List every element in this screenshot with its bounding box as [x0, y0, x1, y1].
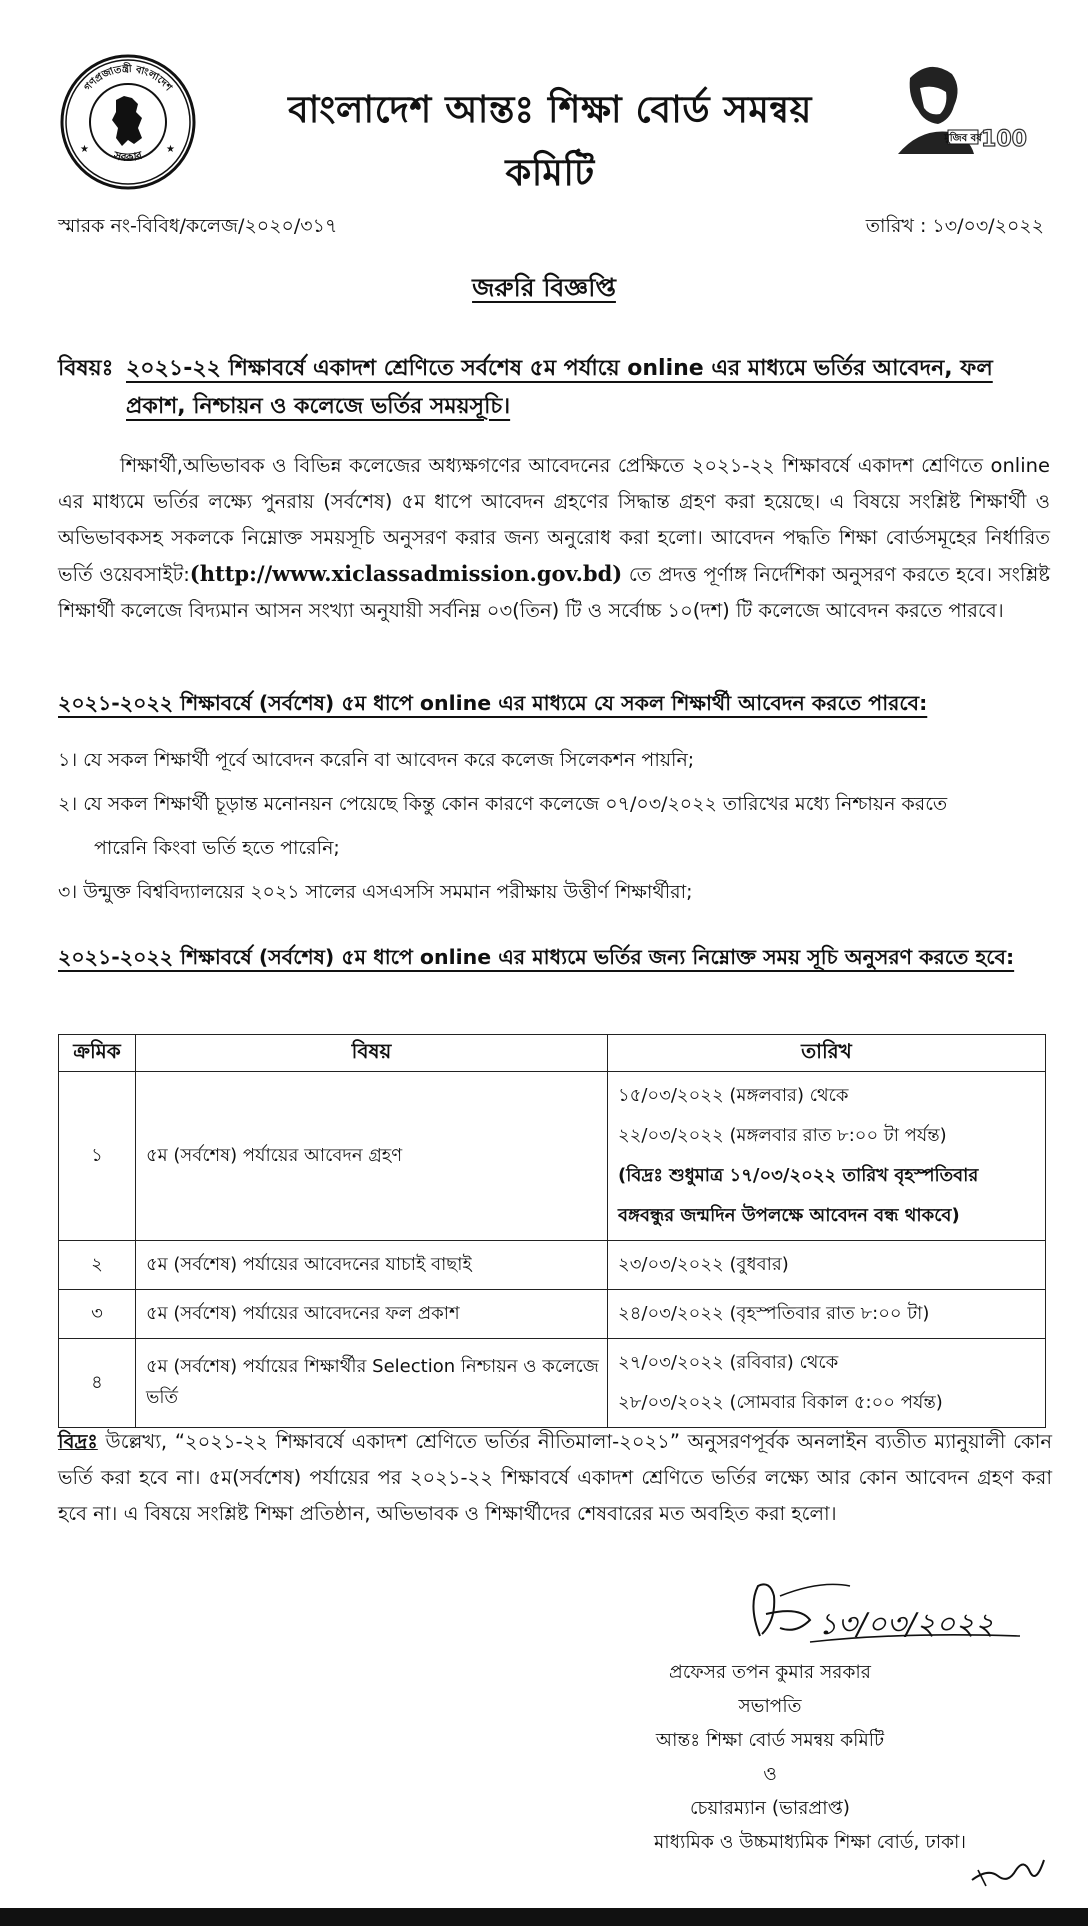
row-note: (বিদ্রঃ শুধুমাত্র ১৭/০৩/২০২২ তারিখ বৃহস্পতিবার বঙ্গবন্ধুর জন্মদিন উপলক্ষে আবেদন বন্ধ থাকবে) — [618, 1165, 979, 1226]
government-seal-icon — [58, 52, 198, 192]
notice-title — [0, 268, 1088, 311]
signer-role-2: চেয়ারম্যান (ভারপ্রাপ্ত) — [690, 1798, 850, 1819]
logo-badge-text: মুজিব বর্ষ — [944, 133, 982, 144]
subject-label: বিষয়ঃ — [58, 356, 114, 381]
row-dates — [608, 1241, 1046, 1290]
signer-role: সভাপতি — [738, 1696, 802, 1717]
row-subject: ৫ম (সর্বশেষ) পর্যায়ের আবেদন গ্রহণ — [136, 1072, 608, 1241]
memo-number: স্মারক নং-বিবিধ/কলেজ/২০২০/৩১৭ — [58, 215, 338, 237]
table-row — [59, 1241, 1046, 1290]
seal-text-bottom: সরকার — [112, 148, 144, 165]
row-serial: ২ — [59, 1241, 136, 1290]
footnote — [58, 1424, 1052, 1532]
body-text-part1: শিক্ষার্থী,অভিভাবক ও বিভিন্ন কলেজের অধ্যক্ষগণের আবেদনের প্রেক্ষিতে ২০২১-২২ শিক্ষাবর্ষে একাদশ শ্রেণিতে online এর মাধ্যমে ভর্তির লক্ষ্যে পুনরায় (সর্বশেষ) ৫ম ধাপে আবেদন গ্রহণের সিদ্ধান্ত গ্রহণ করা হয়েছে। এ বিষয়ে সংশ্লিষ্ট শিক্ষার্থী ও অভিভাবকসহ সকলকে নিম্নোক্ত সময়সূচি অনুসরণ করার জন্য অনুরোধ করা হলো। আবেদন পদ্ধতি শিক্ষা বোর্ডসমূহের নির্ধারিত ভর্তি ওয়েবসাইট: — [58, 454, 1050, 586]
subject-text: ২০২১-২২ শিক্ষাবর্ষে একাদশ শ্রেণিতে সর্বশেষ ৫ম পর্যায়ে online এর মাধ্যমে ভর্তির আবেদন, ফল প্রকাশ, নিশ্চায়ন ও কলেজে ভর্তির সময়সূচি। — [126, 356, 993, 419]
table-header-row — [59, 1035, 1046, 1072]
list-item-text: ১। যে সকল শিক্ষার্থী পূর্বে আবেদন করেনি বা আবেদন করে কলেজ সিলেকশন পায়নি; — [58, 749, 695, 771]
seal-text-top: গণপ্রজাতন্ত্রী বাংলাদেশ — [82, 63, 174, 94]
row-date-line: ১৫/০৩/২০২২ (মঙ্গলবার) থেকে — [618, 1085, 849, 1106]
row-subject: ৫ম (সর্বশেষ) পর্যায়ের আবেদনের ফল প্রকাশ — [136, 1290, 608, 1339]
row-date-line: ২৪/০৩/২০২২ (বৃহস্পতিবার রাত ৮:০০ টা) — [618, 1303, 930, 1324]
column-header-date: তারিখ — [608, 1035, 1046, 1072]
list-item — [58, 870, 1048, 914]
signature-date: ১৩/০৩/২০২২ — [818, 1607, 995, 1642]
column-header-subject: বিষয় — [136, 1035, 608, 1072]
list-item — [58, 782, 1048, 870]
notice-date: তারিখ : ১৩/০৩/২০২২ — [865, 215, 1044, 237]
row-serial: ৩ — [59, 1290, 136, 1339]
notice-title-text: জরুরি বিজ্ঞপ্তি — [472, 273, 616, 302]
organization-title: বাংলাদেশ আন্তঃ শিক্ষা বোর্ড সমন্বয় কমিটি — [288, 88, 812, 194]
table-row — [59, 1290, 1046, 1339]
subject-line — [58, 350, 1048, 426]
row-date-line: ২২/০৩/২০২২ (মঙ্গলবার রাত ৮:০০ টা পর্যন্ত) — [618, 1125, 947, 1146]
scan-edge-bar — [0, 1908, 1088, 1926]
row-dates — [608, 1339, 1046, 1428]
row-subject: ৫ম (সর্বশেষ) পর্যায়ের শিক্ষার্থীর Selection নিশ্চায়ন ও কলেজে ভর্তি — [136, 1339, 608, 1428]
row-date-line: ২৩/০৩/২০২২ (বুধবার) — [618, 1254, 789, 1275]
body-text-part2: তে প্রদত্ত পূর্ণাঙ্গ নির্দেশিকা অনুসরণ করতে হবে। সংশ্লিষ্ট শিক্ষার্থী কলেজে বিদ্যমান আসন সংখ্যা অনুযায়ী সর্বনিম্ন ০৩(তিন) টি ও সর্বোচ্চ ১০(দশ) টি কলেজে আবেদন করতে পারবে। — [58, 563, 1050, 622]
row-serial: ৪ — [59, 1339, 136, 1428]
footnote-label: বিদ্রঃ — [58, 1430, 98, 1453]
row-dates — [608, 1290, 1046, 1339]
signer-committee: আন্তঃ শিক্ষা বোর্ড সমন্বয় কমিটি — [655, 1730, 885, 1751]
footnote-text: উল্লেখ্য, “২০২১-২২ শিক্ষাবর্ষে একাদশ শ্রেণিতে ভর্তির নীতিমালা-২০২১” অনুসরণপূর্বক অনলাইন ব্যতীত ম্যানুয়ালী কোন ভর্তি করা হবে না। ৫ম(সর্বশেষ) পর্যায়ের পর ২০২১-২২ শিক্ষাবর্ষে একাদশ শ্রেণিতে ভর্তির লক্ষ্যে আর কোন আবেদন গ্রহণ করা হবে না। এ বিষয়ে সংশ্লিষ্ট শিক্ষা প্রতিষ্ঠান, অভিভাবক ও শিক্ষার্থীদের শেষবারের মত অবহিত করা হলো। — [58, 1430, 1052, 1525]
table-row — [59, 1072, 1046, 1241]
row-dates — [608, 1072, 1046, 1241]
eligibility-list — [58, 738, 1048, 914]
table-row — [59, 1339, 1046, 1428]
mujib-borsho-logo-icon — [890, 58, 1040, 158]
signer-board: মাধ্যমিক ও উচ্চমাধ্যমিক শিক্ষা বোর্ড, ঢাকা। — [653, 1832, 967, 1853]
list-item-continuation: পারেনি কিংবা ভর্তি হতে পারেনি; — [94, 837, 340, 859]
initial-mark — [968, 1850, 1048, 1890]
svg-text:★: ★ — [166, 144, 175, 155]
signer-name: প্রফেসর তপন কুমার সরকার — [669, 1662, 871, 1683]
svg-text:সরকার — [111, 149, 144, 165]
row-date-line: ২৮/০৩/২০২২ (সোমবার বিকাল ৫:০০ পর্যন্ত) — [618, 1392, 943, 1413]
eligibility-heading: ২০২১-২০২২ শিক্ষাবর্ষে (সর্বশেষ) ৫ম ধাপে online এর মাধ্যমে যে সকল শিক্ষার্থী আবেদন করতে পারবে: — [58, 691, 928, 715]
schedule-heading: ২০২১-২০২২ শিক্ষাবর্ষে (সর্বশেষ) ৫ম ধাপে online এর মাধ্যমে ভর্তির জন্য নিম্নোক্ত সময় সূচি অনুসরণ করতে হবে: — [58, 945, 1015, 969]
list-item-text: ২। যে সকল শিক্ষার্থী চূড়ান্ত মনোনয়ন পেয়েছে কিন্তু কোন কারণে কলেজে ০৭/০৩/২০২২ তারিখের মধ্যে নিশ্চায়ন করতে — [58, 793, 948, 815]
admission-website-link[interactable]: (http://www.xiclassadmission.gov.bd) — [189, 561, 623, 586]
list-item — [58, 738, 1048, 782]
signer-conjunction: ও — [763, 1764, 777, 1785]
row-subject: ৫ম (সর্বশেষ) পর্যায়ের আবেদনের যাচাই বাছাই — [136, 1241, 608, 1290]
row-date-line: ২৭/০৩/২০২২ (রবিবার) থেকে — [618, 1352, 839, 1373]
row-serial: ১ — [59, 1072, 136, 1241]
body-paragraph — [58, 448, 1050, 629]
list-item-text: ৩। উন্মুক্ত বিশ্ববিদ্যালয়ের ২০২১ সালের এসএসসি সমমান পরীক্ষায় উত্তীর্ণ শিক্ষার্থীরা; — [58, 881, 693, 903]
signature — [740, 1576, 1040, 1650]
logo-badge-number: 100 — [981, 127, 1027, 152]
column-header-serial: ক্রমিক — [59, 1035, 136, 1072]
schedule-table — [58, 1034, 1046, 1428]
svg-text:★: ★ — [80, 144, 89, 155]
